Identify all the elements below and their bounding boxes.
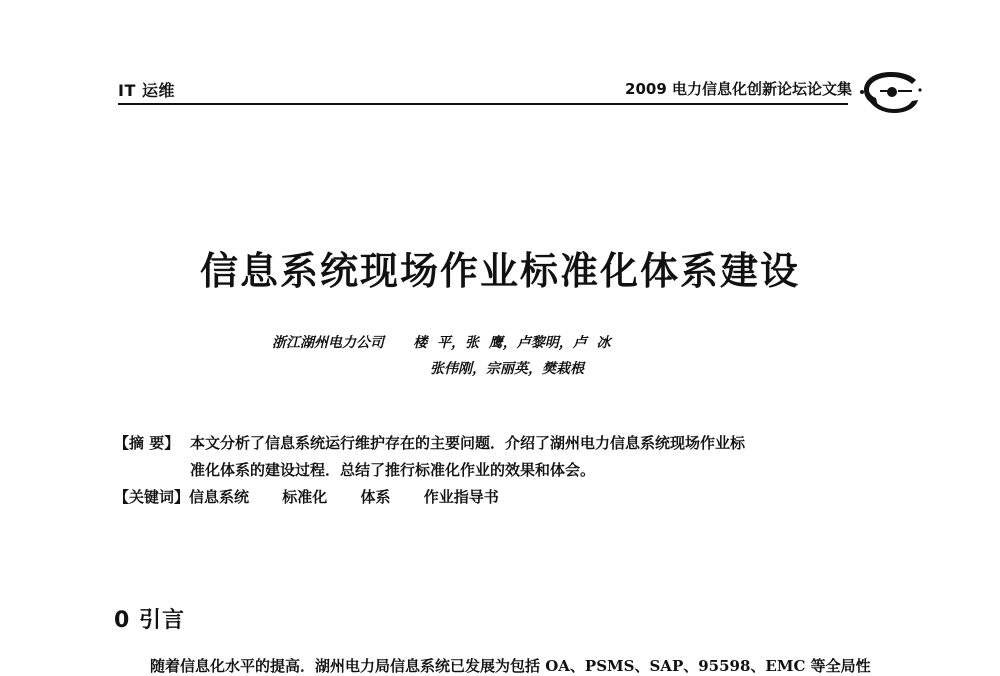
keywords-label: 【关键词】 [114, 488, 190, 506]
keyword: 标准化 [282, 488, 328, 506]
abstract-line-1: 本文分析了信息系统运行维护存在的主要问题．介绍了湖州电力信息系统现场作业标 [190, 434, 746, 452]
keywords-list [189, 484, 527, 511]
author-names-1: 楼 平，张 鹰，卢黎明，卢 冰 [413, 335, 611, 351]
abstract-block [114, 430, 854, 511]
abstract-line-2: 准化体系的建设过程．总结了推行标准化作业的效果和体会。 [190, 461, 596, 479]
body-paragraph: 随着信息化水平的提高．湖州电力局信息系统已发展为包括 OA、PSMS、SAP、95598、EMC 等全局性 [150, 657, 871, 675]
keyword: 作业指导书 [423, 488, 499, 506]
section-heading: 0 引言 [114, 608, 185, 633]
keyword: 信息系统 [189, 488, 250, 506]
affiliation: 浙江湖州电力公司 [272, 335, 384, 351]
author-line-1 [272, 332, 611, 352]
header-right: 2009 电力信息化创新论坛论文集 [625, 80, 852, 98]
paper-title: 信息系统现场作业标准化体系建设 [199, 249, 800, 293]
author-names-2: 张伟刚，宗丽英，樊栽根 [430, 361, 584, 377]
abstract-label: 【摘 要】 [114, 434, 180, 452]
header-left: IT 运维 [118, 81, 175, 100]
keyword: 体系 [360, 488, 391, 506]
forum-logo-icon [856, 68, 926, 116]
header-rule [118, 103, 848, 105]
